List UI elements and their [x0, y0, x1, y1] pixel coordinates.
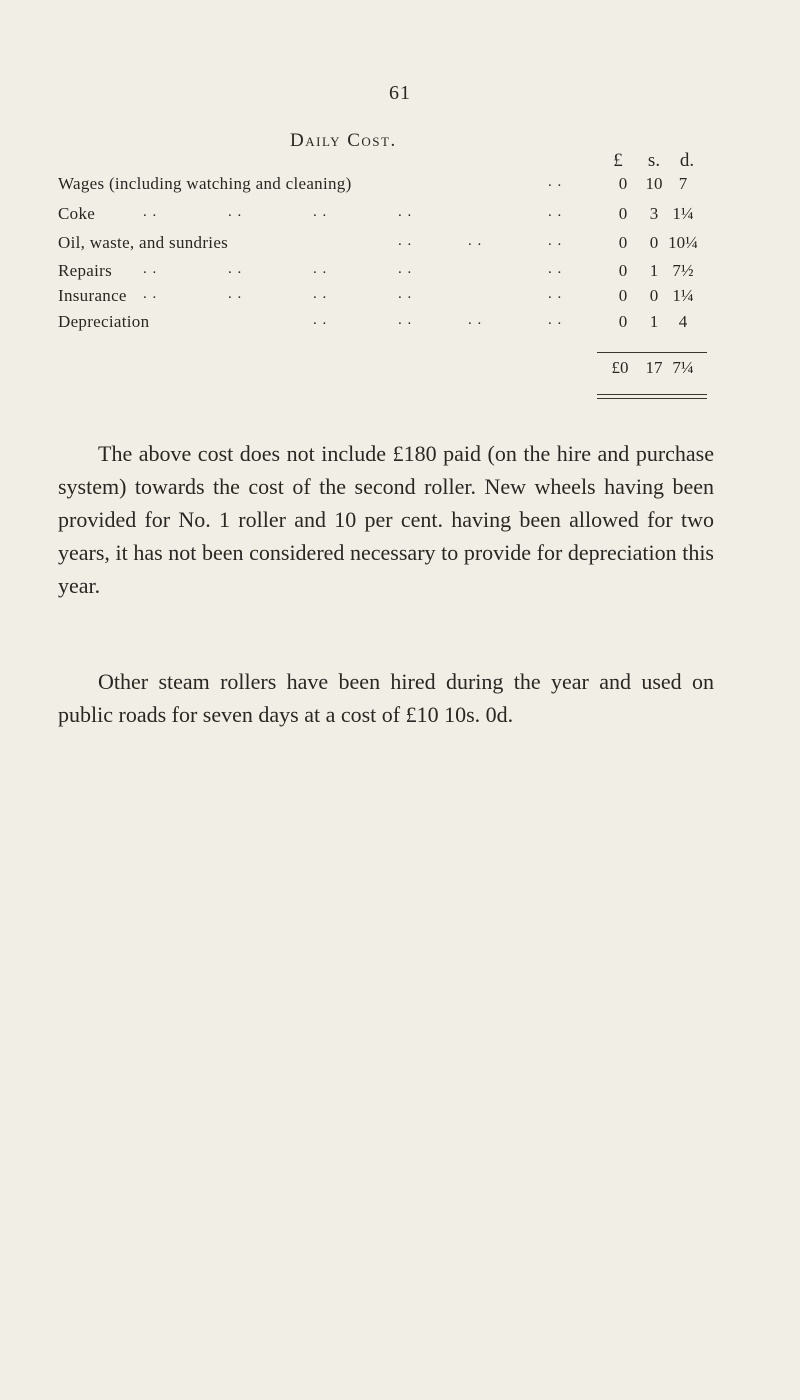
sum-rule	[597, 352, 707, 353]
row-pence: 1¼	[672, 286, 694, 305]
paragraph: The above cost does not include £180 paid (on the hire and purchase system) towards the cost of the second roller. New wheels having been provided for No. 1 roller and 10 per cent. having been allowed for two years, it has not been considered necessary to provide for depreciation this year.	[58, 441, 714, 598]
table-row	[0, 174, 800, 204]
row-pence: 4	[678, 312, 688, 331]
dot-leader: . .	[228, 286, 243, 302]
row-label: Insurance	[58, 286, 127, 305]
total-pence: 7¼	[672, 358, 694, 377]
row-shillings: 0	[649, 286, 659, 305]
dot-leader: . .	[398, 233, 413, 249]
pence-column-header: d.	[679, 150, 695, 171]
table-row	[0, 204, 800, 234]
dot-leader: . .	[143, 286, 158, 302]
table-row	[0, 312, 800, 342]
row-shillings: 1	[649, 261, 659, 280]
total-row	[0, 358, 800, 388]
dot-leader: . .	[228, 204, 243, 220]
dot-leader: . .	[398, 286, 413, 302]
total-pounds: £0	[611, 358, 629, 377]
row-label: Wages (including watching and cleaning)	[58, 174, 352, 193]
page-number: 61	[389, 82, 411, 104]
row-pounds: 0	[618, 233, 628, 252]
dot-leader: . .	[548, 204, 563, 220]
shillings-column-header: s.	[647, 150, 661, 171]
row-pounds: 0	[618, 286, 628, 305]
row-shillings: 10	[645, 174, 663, 193]
dot-leader: . .	[548, 261, 563, 277]
row-label: Coke	[58, 204, 96, 223]
dot-leader: . .	[548, 174, 563, 190]
dot-leader: . .	[143, 261, 158, 277]
dot-leader: . .	[398, 261, 413, 277]
row-pounds: 0	[618, 174, 628, 193]
dot-leader: . .	[313, 261, 328, 277]
row-shillings: 1	[649, 312, 659, 331]
row-label: Oil, waste, and sundries	[58, 233, 229, 252]
row-pence: 7	[678, 174, 688, 193]
dot-leader: . .	[398, 204, 413, 220]
dot-leader: . .	[548, 312, 563, 328]
dot-leader: . .	[313, 286, 328, 302]
row-pounds: 0	[618, 204, 628, 223]
total-double-rule	[597, 394, 707, 399]
row-shillings: 3	[649, 204, 659, 223]
dot-leader: . .	[548, 286, 563, 302]
table-row	[0, 233, 800, 263]
row-pounds: 0	[618, 261, 628, 280]
total-shillings: 17	[645, 358, 663, 377]
row-pounds: 0	[618, 312, 628, 331]
dot-leader: . .	[468, 312, 483, 328]
row-pence: 7½	[672, 261, 694, 280]
dot-leader: . .	[313, 312, 328, 328]
paragraph: Other steam rollers have been hired during the year and used on public roads for seven days at a cost of £10 10s. 0d.	[58, 669, 714, 727]
table-title: Daily Cost.	[290, 130, 397, 151]
pounds-column-header: £	[613, 150, 623, 171]
dot-leader: . .	[398, 312, 413, 328]
row-pence: 1¼	[672, 204, 694, 223]
dot-leader: . .	[228, 261, 243, 277]
row-shillings: 0	[649, 233, 659, 252]
dot-leader: . .	[468, 233, 483, 249]
dot-leader: . .	[548, 233, 563, 249]
row-label: Depreciation	[58, 312, 150, 331]
row-label: Repairs	[58, 261, 113, 280]
row-pence: 10¼	[668, 233, 698, 252]
dot-leader: . .	[313, 204, 328, 220]
dot-leader: . .	[143, 204, 158, 220]
